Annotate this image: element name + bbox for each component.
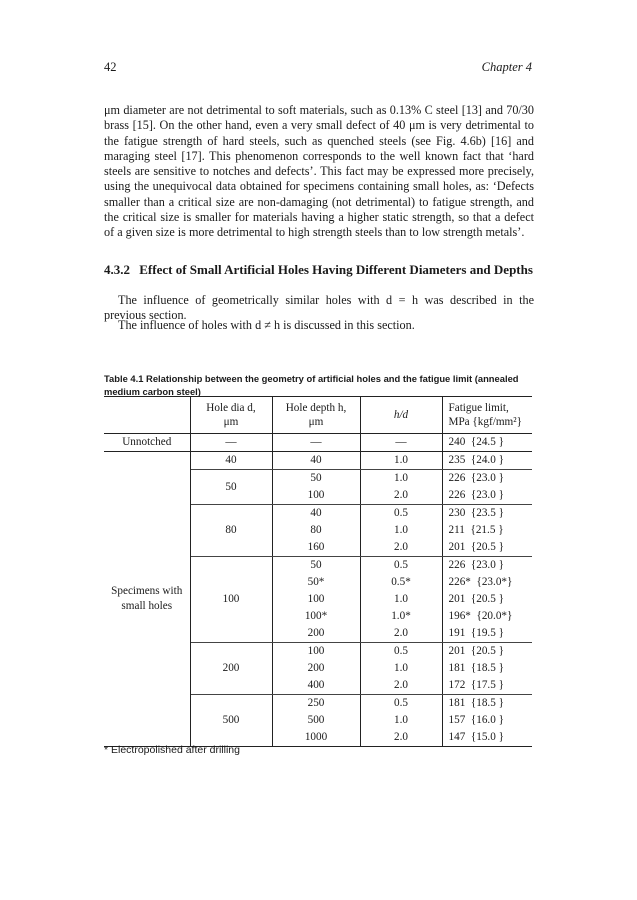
cell-ratio: 1.0	[360, 591, 442, 608]
cell-ratio: 0.5	[360, 643, 442, 661]
cell-dia: —	[190, 434, 272, 452]
cell-fatigue: 235 {24.0 }	[442, 452, 532, 470]
cell-depth: 100	[272, 487, 360, 505]
cell-fatigue: 201 {20.5 }	[442, 539, 532, 557]
cell-depth: 200	[272, 625, 360, 643]
cell-depth: 250	[272, 695, 360, 713]
table-row-unnotched	[104, 434, 532, 452]
cell-dia: 100	[190, 557, 272, 643]
cell-ratio: 2.0	[360, 677, 442, 695]
cell-ratio: —	[360, 434, 442, 452]
table-caption-text: Relationship between the geometry of artificial holes and the fatigue limit (annealed medium carbon steel)	[104, 373, 519, 397]
cell-dia: 200	[190, 643, 272, 695]
cell-ratio: 1.0	[360, 660, 442, 677]
header-hole-depth-label: Hole depth h,	[285, 402, 347, 414]
table-footnote: * Electropolished after drilling	[104, 744, 240, 756]
table-row	[104, 452, 532, 470]
cell-fatigue: 240 {24.5 }	[442, 434, 532, 452]
cell-depth: 100*	[272, 608, 360, 625]
body-paragraph-2: The influence of geometrically similar holes with d = h was described in the previous section.	[104, 293, 534, 323]
cell-ratio: 1.0	[360, 712, 442, 729]
cell-fatigue: 157 {16.0 }	[448, 714, 504, 726]
cell-fatigue: 201 {20.5 }	[448, 593, 504, 605]
cell-dia: 40	[190, 452, 272, 470]
data-table	[104, 396, 532, 747]
header-category	[104, 397, 190, 434]
body-paragraph-1: μm diameter are not detrimental to soft materials, such as 0.13% C steel [13] and 70/30 brass [15]. On the other hand, even a very small defect of 40 μm is very detrimental to the fatigue strength of hard steels, such as quenched steels (see Fig. 4.6b) [16] and maraging steel [17]. This phenomenon corresponds to the well known fact that ‘hard steels are sensitive to notches and defects’. This fact may be expressed more precisely, using the unequivocal data obtained for specimens containing small holes, as: ‘Defects smaller than a critical size are non-damaging (not detrimental) to fatigue strength, and the critical size is smaller for materials having a higher static strength, so that a defect of a given size is more detrimental to high strength steels than to low strength metals’.	[104, 103, 534, 240]
body-paragraph-3: The influence of holes with d ≠ h is discussed in this section.	[118, 318, 415, 332]
cell-fatigue: 147 {15.0 }	[442, 729, 532, 747]
section-heading	[104, 262, 544, 278]
cell-depth: 400	[272, 677, 360, 695]
header-fatigue-unit: MPa {kgf/mm²}	[448, 416, 522, 428]
cell-depth: 1000	[272, 729, 360, 747]
section-number: 4.3.2	[104, 262, 130, 277]
cell-depth: 50	[272, 470, 360, 488]
header-hole-depth	[272, 397, 360, 434]
category-specimens-line2: small holes	[121, 600, 173, 612]
cell-depth: 40	[272, 452, 360, 470]
header-hole-dia	[190, 397, 272, 434]
cell-fatigue: 230 {23.5 }	[448, 507, 504, 519]
cell-fatigue: 226 {23.0 }	[448, 472, 504, 484]
cell-depth: 160	[272, 539, 360, 557]
cell-fatigue: 191 {19.5 }	[442, 625, 532, 643]
cell-ratio: 2.0	[360, 487, 442, 505]
cell-dia: 80	[190, 505, 272, 557]
cell-fatigue: 226* {23.0*}	[448, 576, 513, 588]
cell-depth: 40	[272, 505, 360, 523]
cell-fatigue: 172 {17.5 }	[442, 677, 532, 695]
header-fatigue-limit	[442, 397, 532, 434]
cell-depth: 100	[272, 591, 360, 608]
header-hole-dia-label: Hole dia d,	[206, 402, 256, 414]
cell-ratio: 0.5*	[360, 574, 442, 591]
cell-ratio: 2.0	[360, 729, 442, 747]
cell-depth: —	[272, 434, 360, 452]
cell-ratio: 1.0	[360, 470, 442, 488]
category-specimens	[104, 452, 190, 747]
cell-fatigue: 211 {21.5 }	[448, 524, 504, 536]
cell-ratio: 0.5	[360, 505, 442, 523]
cell-ratio: 1.0*	[360, 608, 442, 625]
category-unnotched: Unnotched	[104, 434, 190, 452]
cell-fatigue: 196* {20.0*}	[448, 610, 513, 622]
header-fatigue-label: Fatigue limit,	[448, 402, 509, 414]
cell-depth: 80	[272, 522, 360, 539]
cell-ratio: 1.0	[360, 522, 442, 539]
cell-ratio: 1.0	[360, 452, 442, 470]
cell-fatigue: 181 {18.5 }	[448, 697, 504, 709]
cell-ratio: 2.0	[360, 625, 442, 643]
cell-dia: 50	[190, 470, 272, 505]
category-specimens-line1: Specimens with	[111, 585, 183, 597]
table-caption-label: Table 4.1	[104, 373, 144, 384]
table-header-row	[104, 397, 532, 434]
cell-dia: 500	[190, 695, 272, 747]
header-hole-depth-unit: μm	[308, 416, 324, 428]
cell-fatigue: 201 {20.5 }	[448, 645, 504, 657]
cell-depth: 50	[272, 557, 360, 575]
cell-depth: 200	[272, 660, 360, 677]
section-title: Effect of Small Artificial Holes Having Different Diameters and Depths	[139, 262, 533, 277]
running-header: Chapter 4	[481, 60, 532, 74]
cell-ratio: 2.0	[360, 539, 442, 557]
cell-fatigue: 226 {23.0 }	[448, 559, 504, 571]
header-hole-dia-unit: μm	[223, 416, 239, 428]
cell-depth: 100	[272, 643, 360, 661]
page-number: 42	[104, 60, 117, 74]
header-ratio: h/d	[360, 397, 442, 434]
cell-ratio: 0.5	[360, 557, 442, 575]
cell-ratio: 0.5	[360, 695, 442, 713]
table-caption	[104, 372, 534, 398]
cell-depth: 500	[272, 712, 360, 729]
cell-fatigue: 226 {23.0 }	[442, 487, 532, 505]
cell-fatigue: 181 {18.5 }	[448, 662, 504, 674]
cell-depth: 50*	[272, 574, 360, 591]
